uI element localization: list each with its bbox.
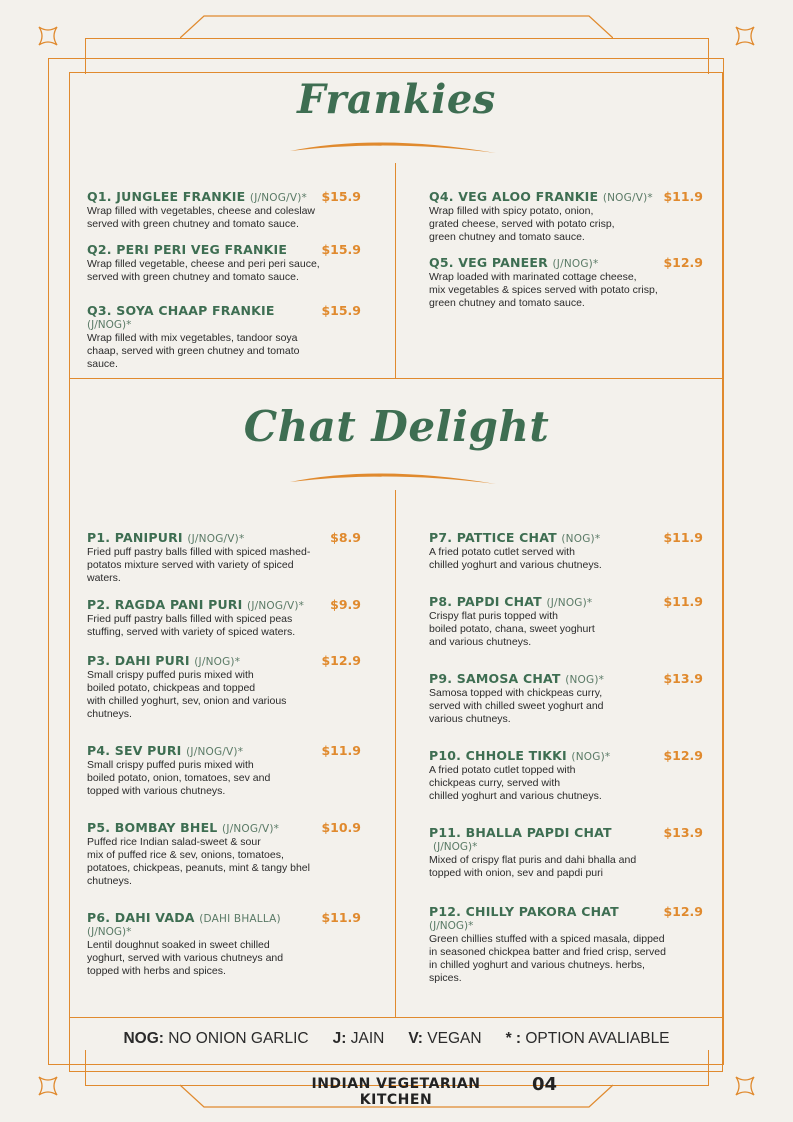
menu-item-p11: P11. BHALLA PAPDI CHAT $13.9 (J/NOG)* Mixed of crispy flat puris and dahi bhalla and topped with onion, sev and papdi puri	[429, 825, 703, 879]
price: $12.9	[663, 904, 703, 919]
legend-item-vegan: V: VEGAN	[408, 1030, 482, 1047]
menu-item-q3: Q3. SOYA CHAAP FRANKIE $15.9 (J/NOG)* Wrap filled with mix vegetables, tandoor soya chaap, served with green chutney and tomato sauce.	[87, 303, 361, 370]
menu-item-p9: P9. SAMOSA CHAT (NOG)* $13.9 Samosa topped with chickpeas curry, served with chilled sweet yoghurt and various chutneys.	[429, 671, 703, 725]
corner-star-icon	[734, 25, 756, 47]
menu-item-p3: P3. DAHI PURI (J/NOG)* $12.9 Small crispy puffed puris mixed with boiled potato, chickpeas and topped with chilled yoghurt, sev, onion and various chutneys.	[87, 653, 361, 720]
menu-item-p5: P5. BOMBAY BHEL (J/NOG/V)* $10.9 Puffed rice Indian salad-sweet & sour mix of puffed rice & sev, onions, tomatoes, potatoes, chickpeas, peanuts, mint & tangy bhel chutneys.	[87, 820, 361, 887]
price: $12.9	[321, 653, 361, 668]
price: $9.9	[330, 597, 361, 612]
price: $12.9	[663, 255, 703, 270]
section-title-frankies: Frankies	[297, 76, 496, 123]
price: $8.9	[330, 530, 361, 545]
menu-item-p10: P10. CHHOLE TIKKI (NOG)* $12.9 A fried potato cutlet topped with chickpeas curry, served with chilled yoghurt and various chutneys.	[429, 748, 703, 802]
chat-column-divider	[395, 490, 396, 1017]
section-title-chat-delight: Chat Delight	[243, 402, 550, 451]
corner-star-icon	[734, 1075, 756, 1097]
restaurant-name: INDIAN VEGETARIAN KITCHEN	[311, 1076, 481, 1108]
price: $11.9	[321, 910, 361, 925]
price: $15.9	[321, 303, 361, 318]
legend-divider	[69, 1017, 723, 1018]
menu-item-p12: P12. CHILLY PAKORA CHAT $12.9 (J/NOG)* Green chillies stuffed with a spiced masala, dipped in seasoned chickpea batter and fried crisp, served in chilled yoghurt and various chutneys. herbs, spices.	[429, 904, 703, 984]
menu-item-q2: Q2. PERI PERI VEG FRANKIE $15.9 Wrap filled vegetable, cheese and peri peri sauce, served with green chutney and tomato sauce.	[87, 242, 361, 283]
legend-item-option: * : OPTION AVALIABLE	[505, 1030, 670, 1047]
menu-item-p4: P4. SEV PURI (J/NOG/V)* $11.9 Small crispy puffed puris mixed with boiled potato, onion, tomatoes, sev and topped with various chutneys.	[87, 743, 361, 797]
brush-stroke	[288, 462, 498, 488]
price: $11.9	[663, 189, 703, 204]
section-divider	[69, 378, 723, 379]
legend-item-nog: NOG: NO ONION GARLIC	[123, 1030, 309, 1047]
legend-item-jain: J: JAIN	[332, 1030, 385, 1047]
menu-item-q1: Q1. JUNGLEE FRANKIE (J/NOG/V)* $15.9 Wrap filled with vegetables, cheese and coleslaw served with green chutney and tomato sauce.	[87, 189, 361, 230]
price: $15.9	[321, 189, 361, 204]
price: $15.9	[321, 242, 361, 257]
price: $11.9	[663, 594, 703, 609]
menu-item-p7: P7. PATTICE CHAT (NOG)* $11.9 A fried potato cutlet served with chilled yoghurt and various chutneys.	[429, 530, 703, 571]
dietary-legend	[70, 1030, 723, 1050]
frankies-column-divider	[395, 163, 396, 378]
price: $10.9	[321, 820, 361, 835]
corner-star-icon	[37, 25, 59, 47]
price: $12.9	[663, 748, 703, 763]
price: $13.9	[663, 671, 703, 686]
top-band	[85, 38, 709, 74]
top-notch	[180, 14, 613, 40]
menu-item-p8: P8. PAPDI CHAT (J/NOG)* $11.9 Crispy flat puris topped with boiled potato, chana, sweet yoghurt and various chutneys.	[429, 594, 703, 648]
page-number: 04	[532, 1074, 558, 1095]
brush-stroke	[288, 131, 498, 157]
menu-item-p6: P6. DAHI VADA (DAHI BHALLA) $11.9 (J/NOG)* Lentil doughnut soaked in sweet chilled yoghurt, served with various chutneys and topped with herbs and spices.	[87, 910, 361, 977]
menu-item-q4: Q4. VEG ALOO FRANKIE (NOG/V)* $11.9 Wrap filled with spicy potato, onion, grated cheese, served with potato crisp, green chutney and tomato sauce.	[429, 189, 703, 243]
menu-item-p1: P1. PANIPURI (J/NOG/V)* $8.9 Fried puff pastry balls filled with spiced mashed- potatos mixture served with variety of spiced waters.	[87, 530, 361, 584]
menu-item-p2: P2. RAGDA PANI PURI (J/NOG/V)* $9.9 Fried puff pastry balls filled with spiced peas stuffing, served with variety of spiced waters.	[87, 597, 361, 638]
corner-star-icon	[37, 1075, 59, 1097]
price: $11.9	[321, 743, 361, 758]
price: $11.9	[663, 530, 703, 545]
price: $13.9	[663, 825, 703, 840]
menu-item-q5: Q5. VEG PANEER (J/NOG)* $12.9 Wrap loaded with marinated cottage cheese, mix vegetables & spices served with potato crisp, green chutney and tomato sauce.	[429, 255, 703, 309]
